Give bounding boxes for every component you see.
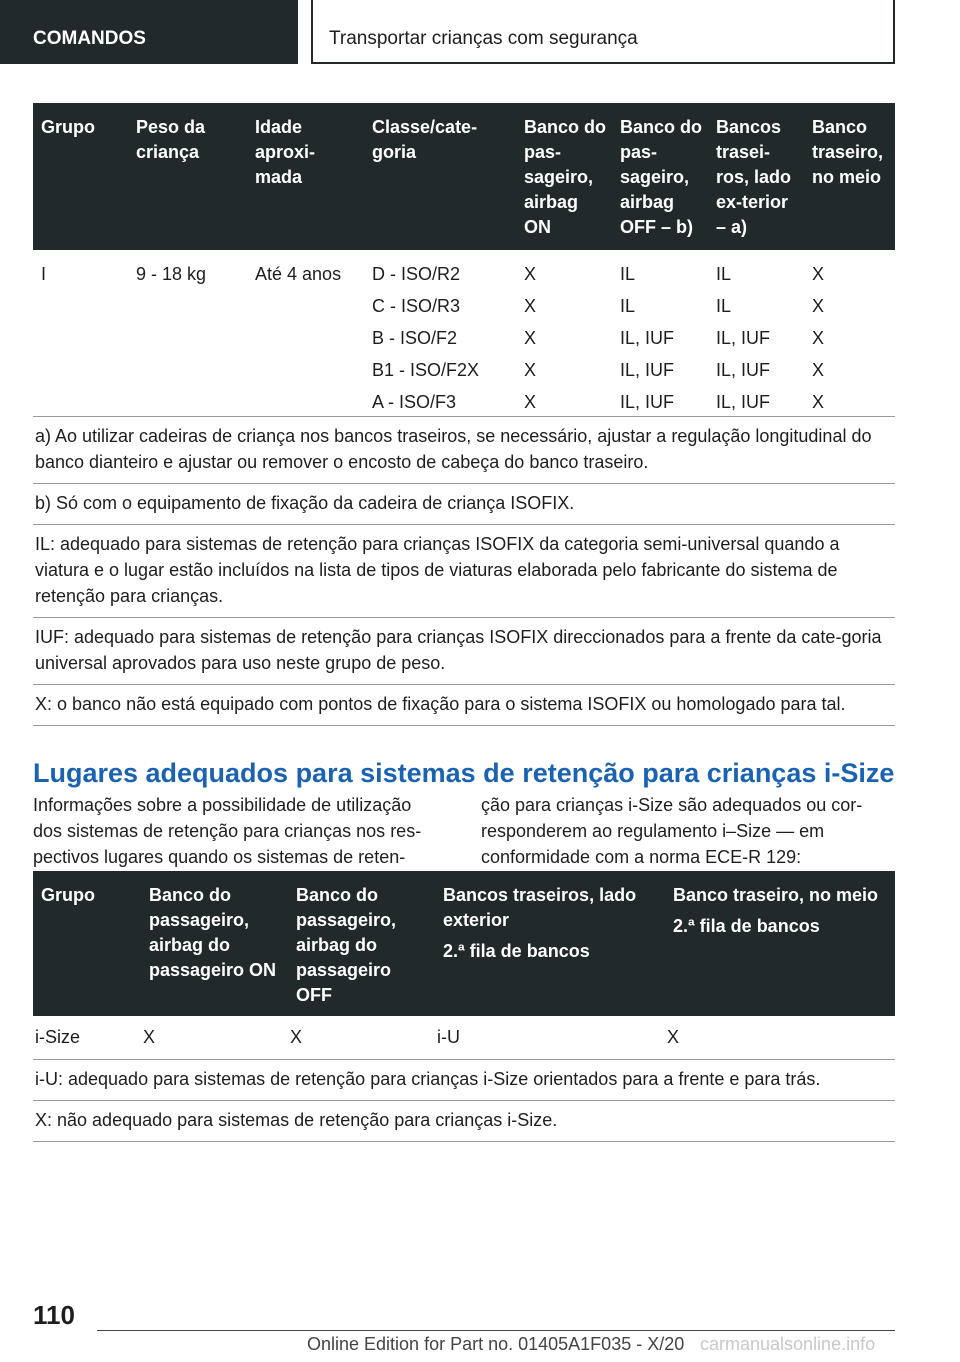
footer-edition: Online Edition for Part no. 01405A1F035 - X/20: [307, 1334, 685, 1354]
cell-rear-outer: IL: [716, 264, 732, 284]
col-header-airbag-off: Banco do passageiro, airbag do passageiro OFF: [288, 871, 435, 1016]
cell-rear-middle: X: [812, 264, 825, 284]
watermark: carmanualsonline.info: [700, 1334, 876, 1354]
col-header-rear-middle: Banco traseiro, no meio: [804, 103, 895, 250]
cell-classe: A - ISO/F3: [372, 392, 457, 412]
header-label: Bancos traseiros, lado exterior: [443, 885, 637, 930]
col-header-grupo: Grupo: [33, 871, 141, 1016]
header-page-title: Transportar crianças com segurança: [311, 0, 895, 64]
intro-text-left: Informações sobre a possibilidade de utilização dos sistemas de retenção para crianças nos res-pectivos lugares quando os sistemas de reten-: [33, 795, 422, 867]
header-section-label: COMANDOS: [0, 0, 298, 64]
cell-classe: B - ISO/F2: [372, 328, 458, 348]
col-header-grupo: Grupo: [33, 103, 128, 250]
col-header-airbag-on: Banco do pas-sageiro, airbag ON: [516, 103, 612, 250]
page-number: 110: [33, 1300, 75, 1330]
table-note-row: [33, 1101, 895, 1142]
note-il: IL: adequado para sistemas de retenção para crianças ISOFIX da categoria semi-universal quando a viatura e o lugar estão incluídos na lista de tipos de viaturas elaborada pelo fabricante do sistema de retenção para crianças.: [33, 525, 895, 618]
note-x: X: não adequado para sistemas de retenção para crianças i-Size.: [33, 1101, 895, 1142]
cell-rear-outer: i-U: [435, 1016, 665, 1060]
cell-rear-middle: X: [812, 328, 825, 348]
table-note-row: [33, 525, 895, 618]
header-sub-row: 2.ª fila de bancos: [443, 941, 590, 961]
cell-airbag-on: X: [141, 1016, 288, 1060]
cell-airbag-on: X: [524, 328, 537, 348]
cell-airbag-on: X: [524, 392, 537, 412]
table-row: [33, 1016, 895, 1060]
cell-rear-outer: IL, IUF: [716, 392, 771, 412]
col-header-classe: Classe/cate-goria: [364, 103, 516, 250]
col-header-rear-outer: Bancos trasei-ros, lado ex-terior – a): [708, 103, 804, 250]
col-header-airbag-off: Banco do pas-sageiro, airbag OFF – b): [612, 103, 708, 250]
col-header-rear-outer: [435, 871, 665, 1016]
table-row: [33, 250, 895, 417]
isofix-table: [33, 103, 895, 726]
col-header-idade: Idade aproxi-mada: [247, 103, 364, 250]
cell-airbag-off: X: [288, 1016, 435, 1060]
isize-table-header: [33, 871, 895, 1016]
header-sub-row: 2.ª fila de bancos: [673, 916, 820, 936]
cell-airbag-off: IL: [620, 264, 636, 284]
cell-airbag-on: X: [524, 264, 537, 284]
intro-text-right: ção para crianças i-Size são adequados ou cor-responderem ao regulamento i–Size — em conformidade com a norma ECE-R 129:: [481, 795, 863, 867]
note-a: a) Ao utilizar cadeiras de criança nos bancos traseiros, se necessário, ajustar a regulação longitudinal do banco dianteiro e ajustar ou remover o encosto de cabeça do banco traseiro.: [33, 417, 895, 484]
cell-rear-outer: IL: [716, 296, 732, 316]
table-note-row: [33, 685, 895, 726]
col-header-airbag-on: Banco do passageiro, airbag do passageiro ON: [141, 871, 288, 1016]
cell-classe: C - ISO/R3: [372, 296, 461, 316]
col-header-rear-middle: [665, 871, 895, 1016]
cell-grupo: i-Size: [33, 1016, 141, 1060]
table-note-row: [33, 618, 895, 685]
footer-divider: [97, 1330, 895, 1331]
cell-idade: Até 4 anos: [255, 264, 342, 284]
cell-classe: D - ISO/R2: [372, 264, 461, 284]
table-note-row: [33, 417, 895, 484]
cell-airbag-on: X: [524, 296, 537, 316]
header-label: Banco traseiro, no meio: [673, 885, 879, 905]
cell-peso: 9 - 18 kg: [136, 264, 207, 284]
note-iuf: IUF: adequado para sistemas de retenção para crianças ISOFIX direccionados para a frente da cate-goria universal aprovados para uso neste grupo de peso.: [33, 618, 895, 685]
col-header-peso: Peso da criança: [128, 103, 247, 250]
cell-classe: B1 - ISO/F2X: [372, 360, 480, 380]
cell-rear-outer: IL, IUF: [716, 328, 771, 348]
cell-rear-middle: X: [812, 360, 825, 380]
cell-grupo: I: [41, 264, 47, 284]
cell-airbag-off: IL, IUF: [620, 392, 675, 412]
cell-airbag-off: IL, IUF: [620, 360, 675, 380]
section-heading: Lugares adequados para sistemas de retenção para crianças i-Size: [33, 758, 895, 788]
cell-rear-middle: X: [665, 1016, 895, 1060]
isize-table: [33, 871, 895, 1142]
cell-airbag-on: X: [524, 360, 537, 380]
cell-rear-middle: X: [812, 296, 825, 316]
table-note-row: [33, 484, 895, 525]
isofix-table-header: [33, 103, 895, 250]
cell-rear-outer: IL, IUF: [716, 360, 771, 380]
note-iu: i-U: adequado para sistemas de retenção para crianças i-Size orientados para a frente e para trás.: [33, 1060, 895, 1101]
cell-airbag-off: IL, IUF: [620, 328, 675, 348]
note-b: b) Só com o equipamento de fixação da cadeira de criança ISOFIX.: [33, 484, 895, 525]
table-note-row: [33, 1060, 895, 1101]
cell-rear-middle: X: [812, 392, 825, 412]
cell-airbag-off: IL: [620, 296, 636, 316]
note-x: X: o banco não está equipado com pontos de fixação para o sistema ISOFIX ou homologado para tal.: [33, 685, 895, 726]
